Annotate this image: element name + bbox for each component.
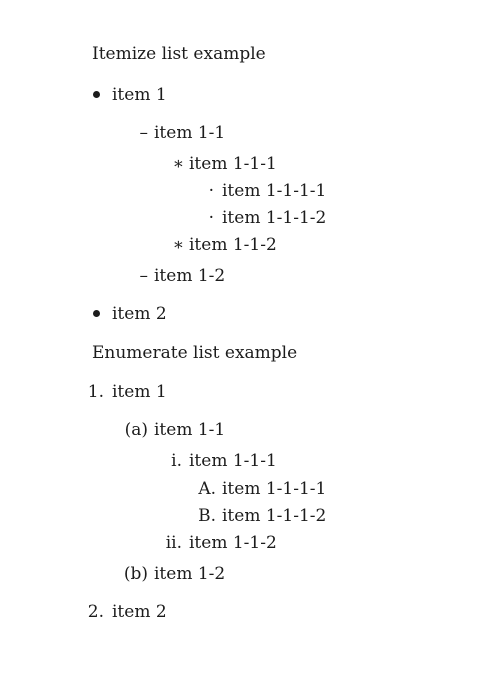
itemize-item-label: item 1-1-1 [189, 154, 277, 174]
bullet-icon [86, 306, 100, 323]
itemize-item-label: item 2 [112, 304, 167, 324]
enumerate-item-label: item 1-1-1-1 [222, 479, 327, 499]
itemize-item-label: item 1 [112, 85, 167, 105]
itemize-heading: Itemize list example [92, 44, 266, 64]
enumerate-item-label: item 1-1 [154, 420, 226, 440]
itemize-item-label: item 1-2 [154, 266, 226, 286]
enumerate-item-label: item 1-2 [154, 564, 226, 584]
enum-marker: ii. [165, 533, 182, 553]
asterisk-marker: ∗ [172, 235, 184, 255]
enum-marker: A. [198, 479, 216, 499]
bullet-icon [86, 87, 100, 104]
enum-marker: (b) [123, 564, 148, 584]
dot-marker: · [208, 181, 214, 201]
itemize-item-label: item 1-1-2 [189, 235, 277, 255]
itemize-item-label: item 1-1-1-1 [222, 181, 327, 201]
enumerate-item-label: item 1 [112, 382, 167, 402]
enum-marker: (a) [124, 420, 148, 440]
enum-marker: B. [198, 506, 216, 526]
asterisk-marker: ∗ [172, 154, 184, 174]
enum-marker: 2. [87, 602, 104, 622]
dash-marker: – [139, 123, 148, 143]
enumerate-item-label: item 1-1-2 [189, 533, 277, 553]
itemize-item-label: item 1-1-1-2 [222, 208, 327, 228]
enumerate-item-label: item 1-1-1-2 [222, 506, 327, 526]
enumerate-item-label: item 2 [112, 602, 167, 622]
itemize-item-label: item 1-1 [154, 123, 226, 143]
dash-marker: – [139, 266, 148, 286]
enum-marker: i. [171, 451, 182, 471]
enumerate-item-label: item 1-1-1 [189, 451, 277, 471]
enum-marker: 1. [87, 382, 104, 402]
enumerate-heading: Enumerate list example [92, 343, 298, 363]
dot-marker: · [208, 208, 214, 228]
